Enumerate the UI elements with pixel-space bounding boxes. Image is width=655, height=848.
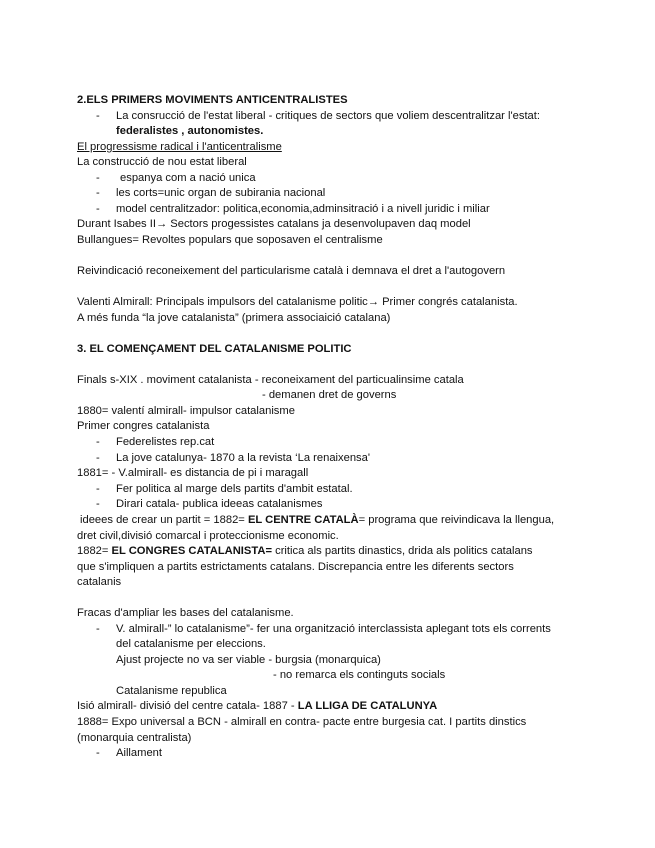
bullet-consruccio: La consrucció de l'estat liberal - critiques de sectors que voliem descentralitzar l'estat: <box>116 110 540 122</box>
section-title-primers-moviments: 2.ELS PRIMERS MOVIMENTS ANTICENTRALISTES <box>77 94 348 106</box>
text-isio <box>77 699 437 713</box>
text-catalanis: catalanis <box>77 576 122 588</box>
bullet-dash: - <box>96 623 100 635</box>
text-ideees-post: = programa que reivindicava la llengua, <box>358 514 555 526</box>
section-title-comencament: 3. EL COMENÇAMENT DEL CATALANISME POLITIC <box>77 343 352 355</box>
text-1888: 1888= Expo universal a BCN - almirall en contra- pacte entre burgesia cat. I partits dinstics <box>77 716 527 728</box>
text-impliquen: que s'impliquen a partits estrictaments catalans. Discrepancia entre les diferents sectors <box>77 561 514 573</box>
text-ajust: Ajust projecte no va ser viable - burgsia (monarquica) <box>116 654 381 666</box>
text-1880: 1880= valentí almirall- impulsor catalanisme <box>77 405 295 417</box>
bullet-federelistes: Federelistes rep.cat <box>116 436 215 448</box>
bullet-jove-catalunya: La jove catalunya- 1870 a la revista ‘La renaixensa' <box>116 452 371 464</box>
text-catalanisme-republica: Catalanisme republica <box>116 685 227 697</box>
text-1882 <box>77 544 533 558</box>
text-monarquia: (monarquia centralista) <box>77 732 192 744</box>
bullet-consruccio-bold: federalistes , autonomistes. <box>116 125 264 137</box>
text-construccio: La construcció de nou estat liberal <box>77 156 247 168</box>
text-1882-pre: 1882= <box>77 545 109 557</box>
bullet-dash: - <box>96 436 100 448</box>
text-reivindicacio: Reivindicació reconeixement del particularisme català i demnava el dret a l'autogovern <box>77 265 506 277</box>
text-lliga-catalunya: LA LLIGA DE CATALUNYA <box>297 700 438 712</box>
text-dret-civil: dret civil,divisió comarcal i proteccionisme economic. <box>77 530 339 542</box>
bullet-espanya: espanya com a nació unica <box>120 172 256 184</box>
text-1882-post: critica als partits dinastics, drida als politics catalans <box>275 545 533 557</box>
bullet-fer-politica: Fer politica al marge dels partits d'ambit estatal. <box>116 483 353 495</box>
bullet-dash: - <box>96 498 100 510</box>
text-fracas: Fracas d'ampliar les bases del catalanisme. <box>77 607 294 619</box>
text-isio-pre: Isió almirall- divisió del centre catala- 1887 - <box>77 700 295 712</box>
text-finals: Finals s-XIX . moviment catalanista - reconeixament del particualinsime catala <box>77 374 464 386</box>
text-isabel: Durant Isabes II→ Sectors progessistes catalans ja desenvolupaven daq model <box>77 218 471 230</box>
bullet-dirari: Dirari catala- publica ideeas catalanismes <box>116 498 323 510</box>
bullet-dash: - <box>96 187 100 199</box>
text-centre-catala: EL CENTRE CATALÀ <box>247 514 359 526</box>
bullet-dash: - <box>96 747 100 759</box>
bullet-corts: les corts=unic organ de subirania nacional <box>116 187 326 199</box>
text-1881: 1881= - V.almirall- es distancia de pi i maragall <box>77 467 309 479</box>
bullet-dash: - <box>96 203 100 215</box>
bullet-valmirall: V. almirall-” lo catalanisme”- fer una organització interclassista aplegant tots els corrents <box>116 623 551 635</box>
text-primer-congres: Primer congres catalanista <box>77 420 210 432</box>
text-ideees <box>80 513 554 527</box>
text-ames: A més funda “la jove catalanista” (primera associaició catalana) <box>77 312 391 324</box>
bullet-valmirall-cont: del catalanisme per eleccions. <box>116 638 266 650</box>
text-congres-catalanista: EL CONGRES CATALANISTA= <box>111 545 272 557</box>
text-finals-cont: - demanen dret de governs <box>262 389 397 401</box>
bullet-dash: - <box>96 483 100 495</box>
bullet-dash: - <box>96 172 100 184</box>
text-bullangues: Bullangues= Revoltes populars que soposaven el centralisme <box>77 234 383 246</box>
bullet-dash: - <box>96 452 100 464</box>
sub-heading-progressisme: El progressisme radical i l'anticentralisme <box>77 141 282 153</box>
bullet-model: model centralitzador: politica,economia,adminsitració i a nivell juridic i miliar <box>116 203 490 215</box>
text-ideees-pre: ideees de crear un partit = 1882= <box>80 514 245 526</box>
bullet-aillament: Aillament <box>116 747 163 759</box>
text-no-remarca: - no remarca els continguts socials <box>273 669 446 681</box>
bullet-dash: - <box>96 110 100 122</box>
text-almirall: Valenti Almirall: Principals impulsors del catalanisme politic→ Primer congrés catalanista. <box>77 296 518 308</box>
